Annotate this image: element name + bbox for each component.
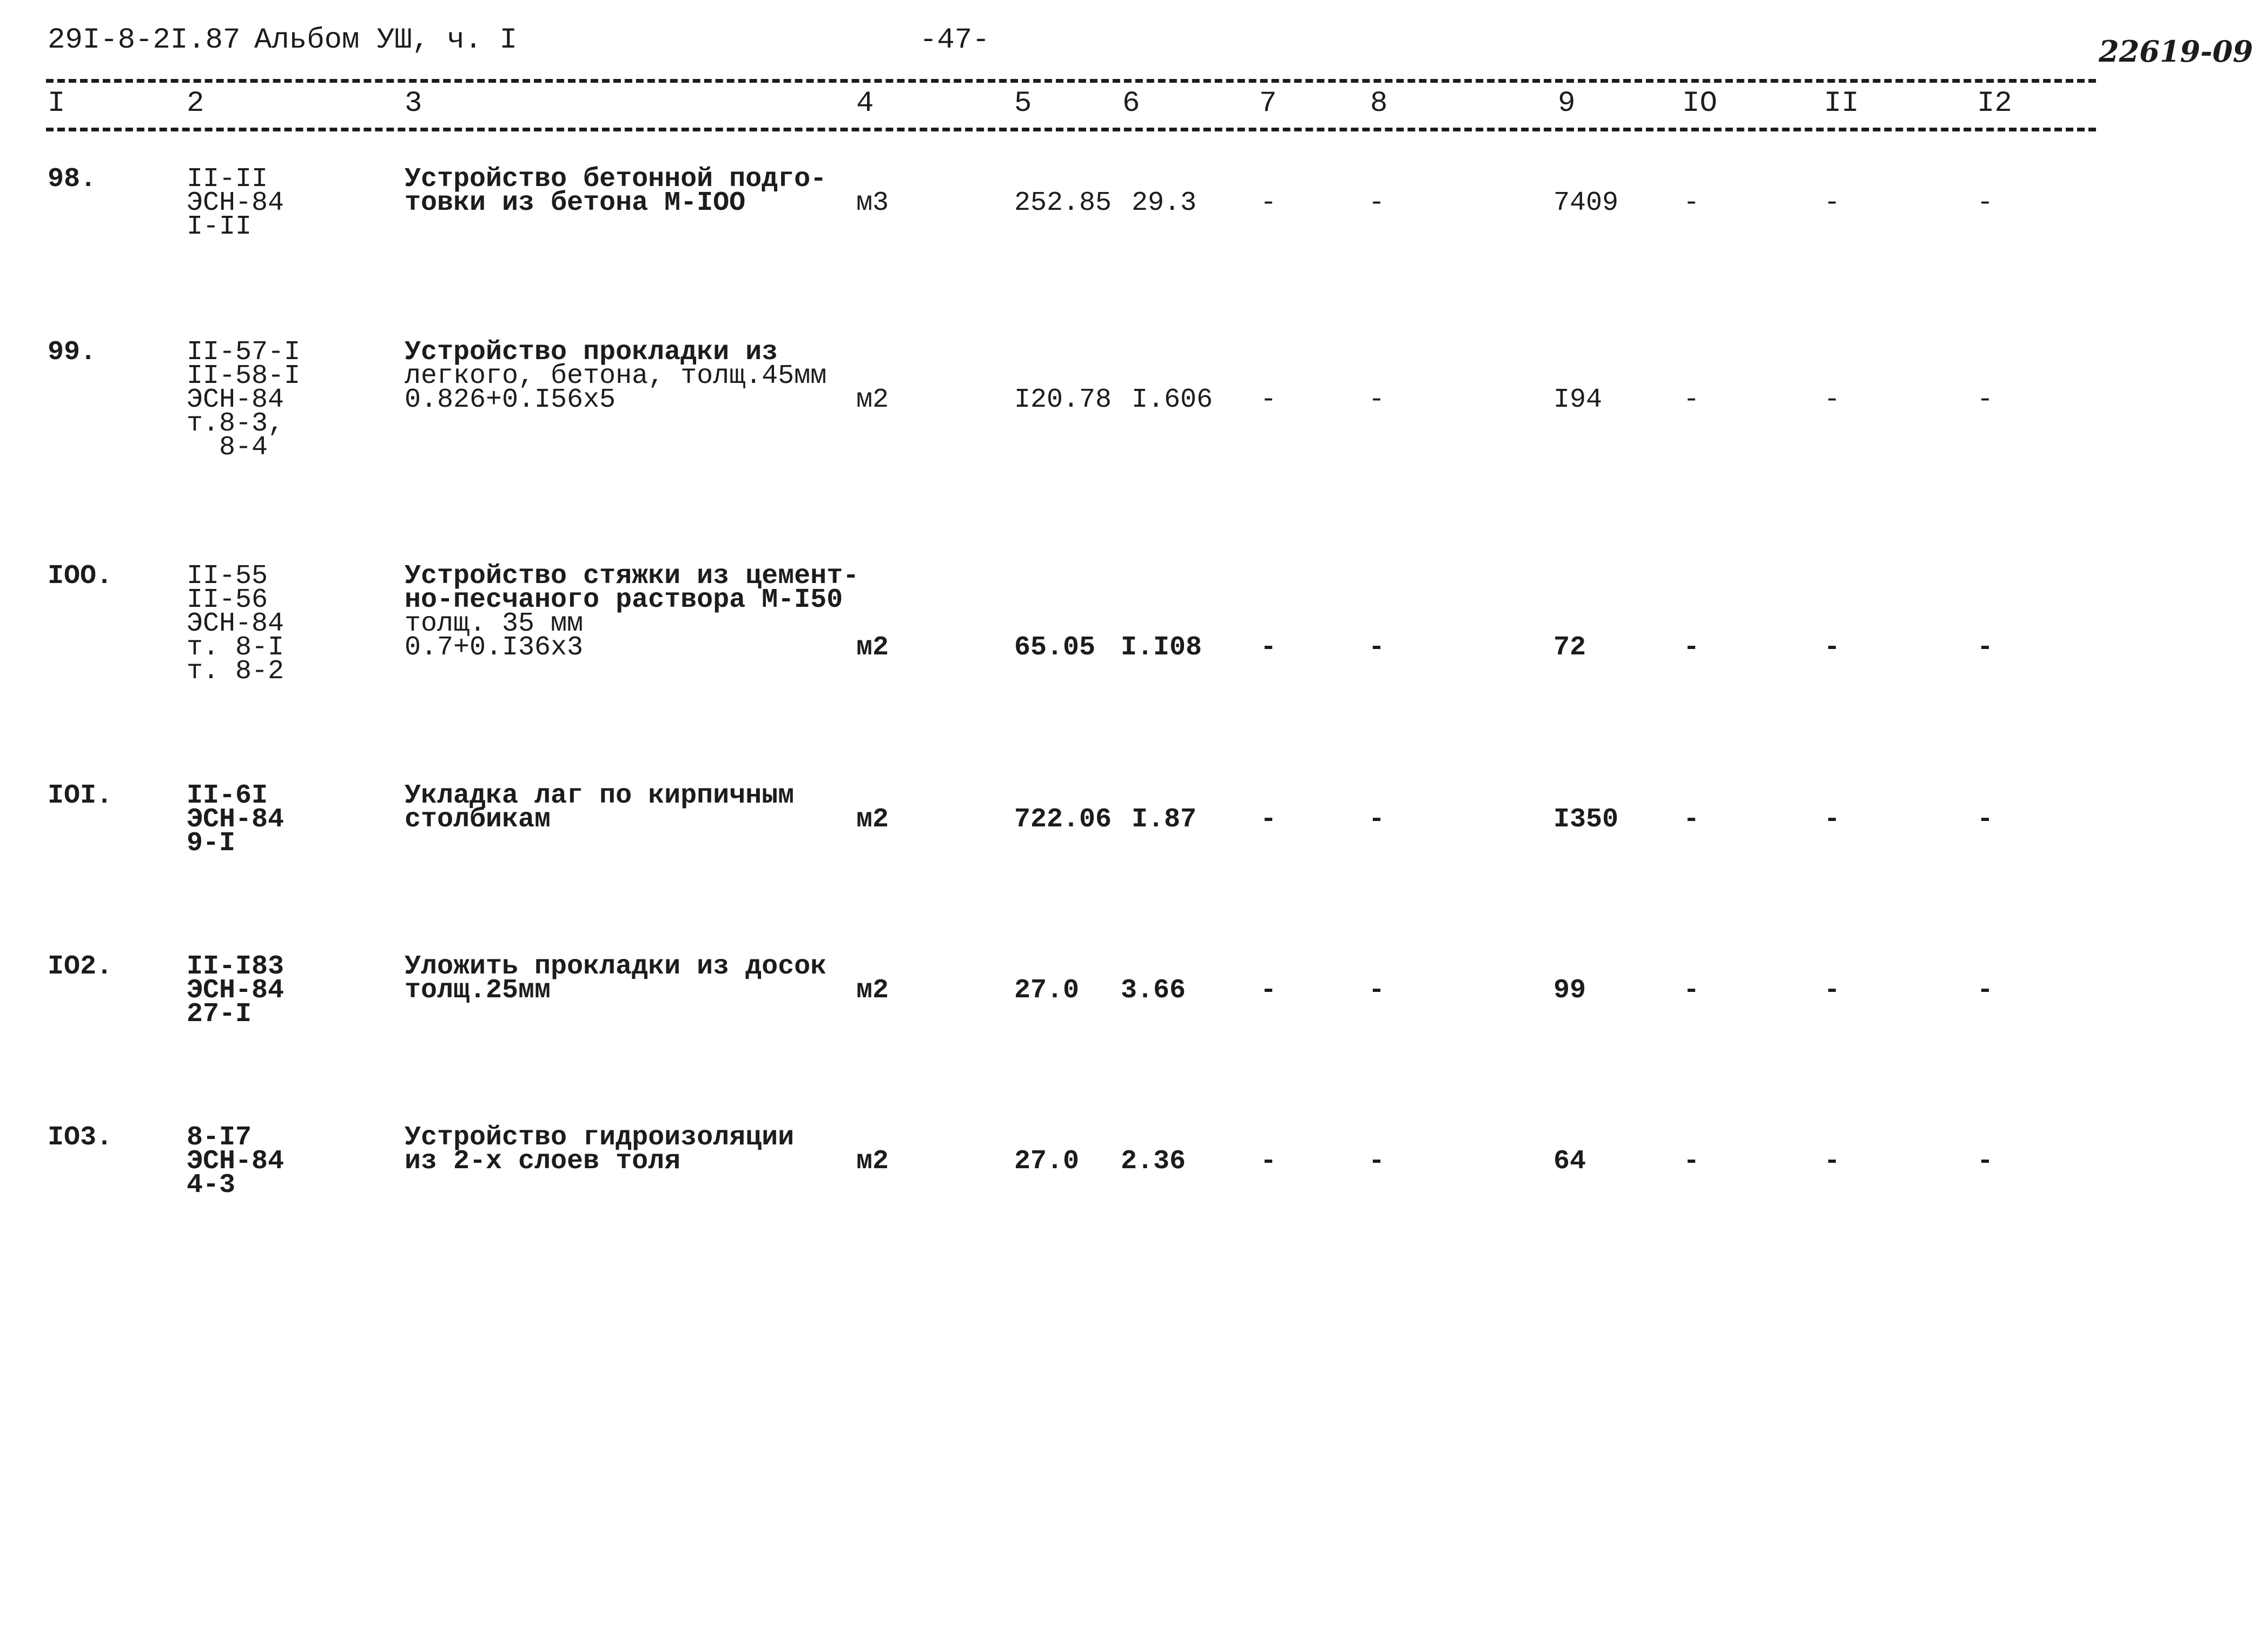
column-10-value: - [1683,632,1700,663]
column-11-value: - [1824,385,1841,415]
column-12-value: - [1977,385,1994,415]
column-header: 3 [405,87,422,120]
row-number: 98. [48,164,97,195]
column-10-value: - [1683,188,1700,218]
column-11-value: - [1824,188,1841,218]
unit: м2 [856,632,889,663]
work-description: 0.826+0.I56x5 [405,385,616,415]
work-description: 0.7+0.I36x3 [405,632,584,663]
norm-code: 27-I [187,999,252,1030]
quantity: I20.78 [1014,385,1112,415]
quantity: 252.85 [1014,188,1112,218]
document-code: 29I-8-2I.87 [48,24,241,57]
unit-cost: I.I08 [1121,632,1202,663]
work-description: легкого, бетона, толщ.45мм [405,361,827,392]
column-12-value: - [1977,975,1994,1006]
norm-code: II-56 [187,585,268,615]
norm-code: 8-I7 [187,1122,252,1153]
norm-code: ЭСН-84 [187,385,285,415]
column-10-value: - [1683,385,1700,415]
column-12-value: - [1977,1146,1994,1177]
total-cost: I350 [1553,804,1619,835]
norm-code: II-I83 [187,951,285,982]
column-10-value: - [1683,804,1700,835]
album-reference: Альбом УШ, ч. I [254,24,518,57]
column-7-value: - [1260,188,1277,218]
unit: м3 [856,188,889,218]
norm-code: I-II [187,211,252,242]
work-description: толщ. 35 мм [405,608,584,639]
work-description: но-песчаного раствора М-I50 [405,585,843,615]
norm-code: ЭСН-84 [187,608,285,639]
column-7-value: - [1260,385,1277,415]
total-cost: 64 [1553,1146,1586,1177]
norm-code: т. 8-I [187,632,285,663]
column-7-value: - [1260,804,1277,835]
total-cost: 7409 [1553,188,1619,218]
column-8-value: - [1368,385,1385,415]
column-10-value: - [1683,1146,1700,1177]
work-description: толщ.25мм [405,975,551,1006]
column-header: II [1824,87,1859,120]
unit: м2 [856,804,889,835]
column-header: 4 [856,87,874,120]
column-8-value: - [1368,1146,1385,1177]
column-header: 9 [1558,87,1576,120]
unit-cost: 3.66 [1121,975,1186,1006]
work-description: Устройство бетонной подго- [405,164,827,195]
work-description: товки из бетона М-IOO [405,188,746,218]
column-12-value: - [1977,632,1994,663]
norm-code: 8-4 [187,432,268,463]
column-11-value: - [1824,975,1841,1006]
column-header: 6 [1122,87,1140,120]
quantity: 27.0 [1014,1146,1080,1177]
column-header: I [48,87,65,120]
column-8-value: - [1368,632,1385,663]
column-header: 8 [1370,87,1388,120]
work-description: из 2-х слоев толя [405,1146,681,1177]
column-header: 2 [187,87,204,120]
quantity: 27.0 [1014,975,1080,1006]
norm-code: II-6I [187,780,268,811]
total-cost: 99 [1553,975,1586,1006]
work-description: Устройство стяжки из цемент- [405,561,859,592]
unit-cost: I.606 [1132,385,1213,415]
column-7-value: - [1260,1146,1277,1177]
row-number: IOO. [48,561,113,592]
column-8-value: - [1368,975,1385,1006]
unit: м2 [856,385,889,415]
column-header: I2 [1977,87,2012,120]
unit-cost: I.87 [1132,804,1197,835]
work-description: Устройство гидроизоляции [405,1122,795,1153]
norm-code: II-II [187,164,268,195]
norm-code: II-57-I [187,337,301,368]
work-description: Уложить прокладки из досок [405,951,827,982]
column-8-value: - [1368,804,1385,835]
norm-code: II-58-I [187,361,301,392]
column-11-value: - [1824,1146,1841,1177]
total-cost: I94 [1553,385,1603,415]
quantity: 722.06 [1014,804,1112,835]
handwritten-stamp: 22619-09 [2099,34,2253,69]
header-bottom-rule [46,128,2096,131]
column-12-value: - [1977,804,1994,835]
unit: м2 [856,1146,889,1177]
column-7-value: - [1260,632,1277,663]
column-8-value: - [1368,188,1385,218]
column-header: 7 [1259,87,1277,120]
unit: м2 [856,975,889,1006]
norm-code: 9-I [187,828,236,859]
column-10-value: - [1683,975,1700,1006]
row-number: 99. [48,337,97,368]
norm-code: ЭСН-84 [187,804,285,835]
norm-code: т.8-3, [187,408,285,439]
work-description: Устройство прокладки из [405,337,778,368]
page-number: -47- [920,24,990,57]
work-description: Укладка лаг по кирпичным [405,780,795,811]
work-description: столбикам [405,804,551,835]
quantity: 65.05 [1014,632,1096,663]
column-12-value: - [1977,188,1994,218]
column-11-value: - [1824,632,1841,663]
norm-code: 4-3 [187,1170,236,1201]
column-header: IO [1682,87,1717,120]
norm-code: ЭСН-84 [187,1146,285,1177]
unit-cost: 2.36 [1121,1146,1186,1177]
row-number: IO2. [48,951,113,982]
row-number: IOI. [48,780,113,811]
column-11-value: - [1824,804,1841,835]
norm-code: ЭСН-84 [187,188,285,218]
norm-code: II-55 [187,561,268,592]
norm-code: ЭСН-84 [187,975,285,1006]
column-header: 5 [1014,87,1032,120]
header-top-rule [46,79,2096,83]
column-7-value: - [1260,975,1277,1006]
norm-code: т. 8-2 [187,656,285,687]
total-cost: 72 [1553,632,1586,663]
row-number: IO3. [48,1122,113,1153]
unit-cost: 29.3 [1132,188,1197,218]
